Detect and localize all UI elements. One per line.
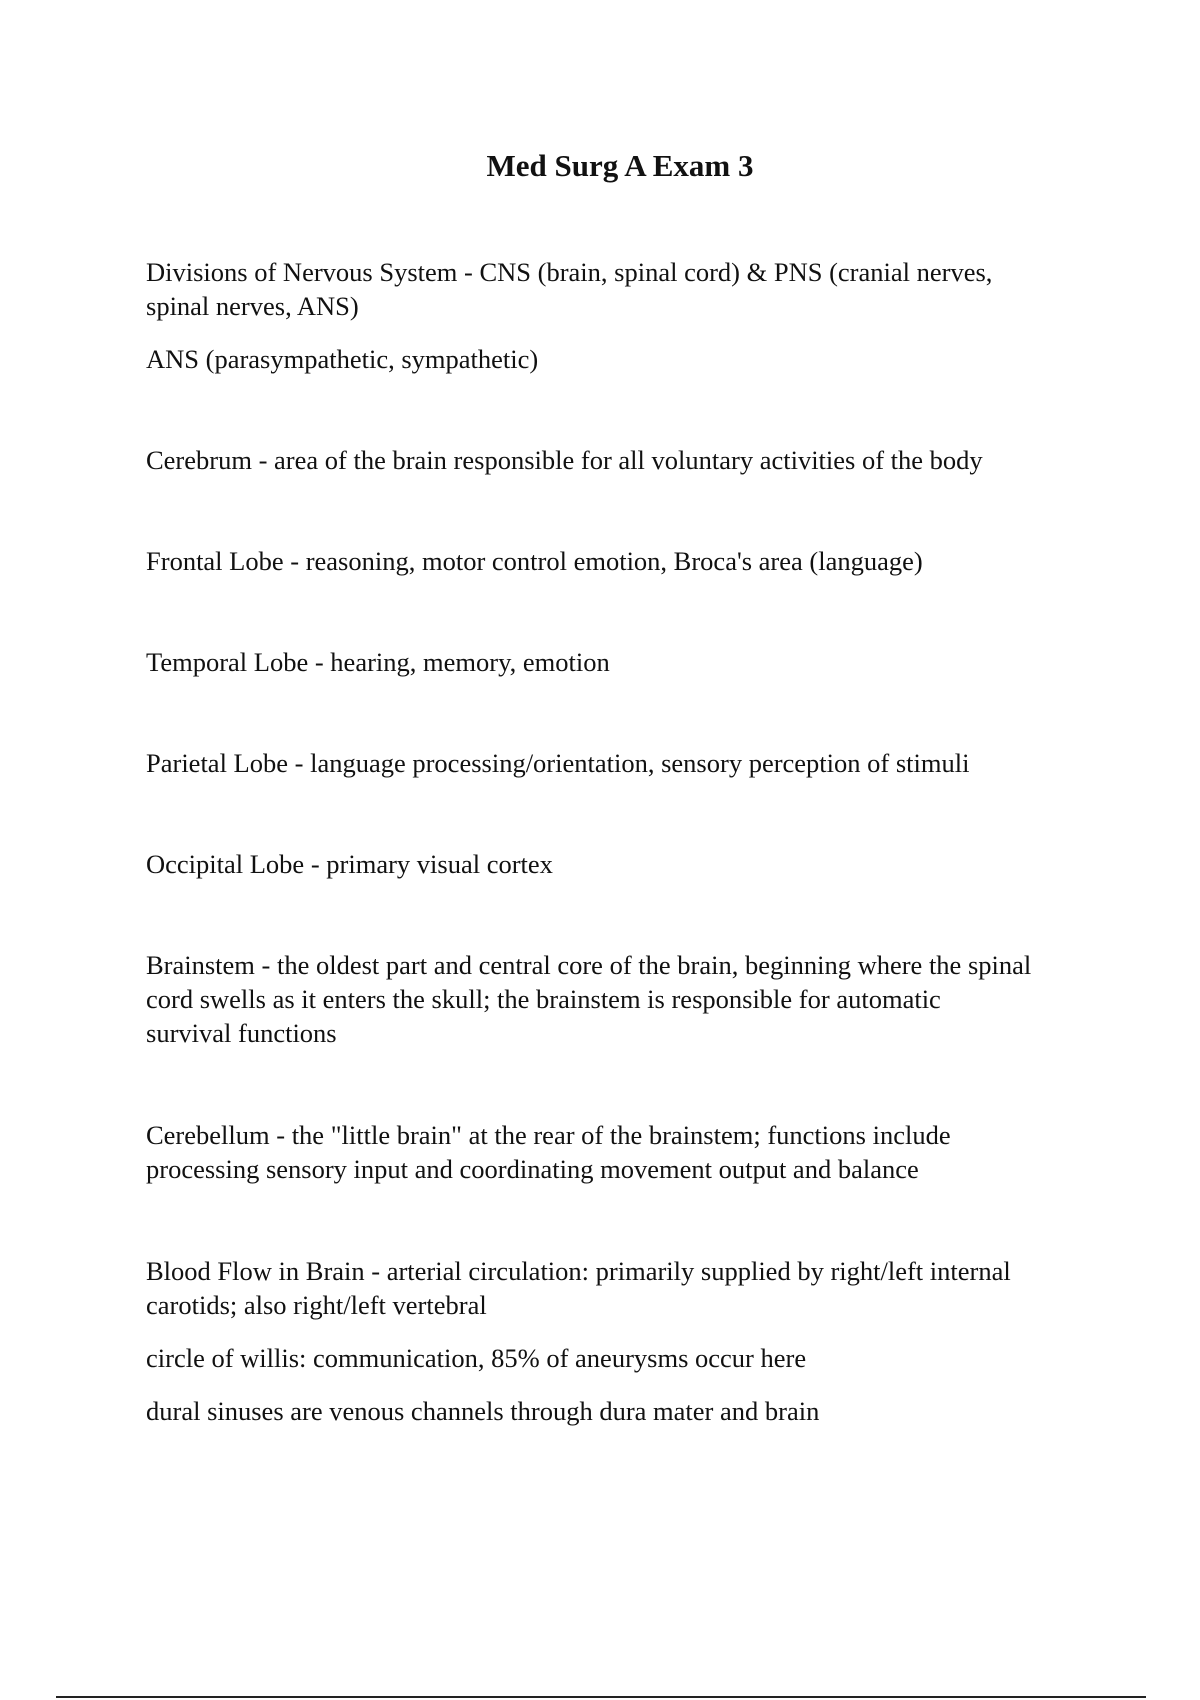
document-title: Med Surg A Exam 3 <box>486 148 754 183</box>
document-body <box>146 255 1106 1428</box>
paragraph-circle-of-willis: circle of willis: communication, 85% of aneurysms occur here <box>146 1343 807 1373</box>
paragraph-occipital-lobe: Occipital Lobe - primary visual cortex <box>146 849 553 879</box>
paragraph-frontal-lobe: Frontal Lobe - reasoning, motor control emotion, Broca's area (language) <box>146 546 923 576</box>
paragraph-cerebrum: Cerebrum - area of the brain responsible for all voluntary activities of the body <box>146 445 983 475</box>
paragraph-cerebellum: Cerebellum - the "little brain" at the rear of the brainstem; functions include processing sensory input and coordinating movement output and balance <box>146 1120 951 1184</box>
paragraph-dural-sinuses: dural sinuses are venous channels through dura mater and brain <box>146 1396 820 1426</box>
paragraph-temporal-lobe: Temporal Lobe - hearing, memory, emotion <box>146 647 610 677</box>
paragraph-divisions-of-nervous-system: Divisions of Nervous System - CNS (brain, spinal cord) & PNS (cranial nerves, spinal nerves, ANS) <box>146 257 993 321</box>
paragraph-parietal-lobe: Parietal Lobe - language processing/orientation, sensory perception of stimuli <box>146 748 970 778</box>
paragraph-brainstem: Brainstem - the oldest part and central core of the brain, beginning where the spinal cord swells as it enters the skull; the brainstem is responsible for automatic survival functions <box>146 950 1032 1048</box>
paragraph-blood-flow-in-brain: Blood Flow in Brain - arterial circulation: primarily supplied by right/left internal carotids; also right/left vertebral <box>146 1256 1011 1320</box>
page-bottom-divider <box>56 1696 1146 1698</box>
paragraph-ans: ANS (parasympathetic, sympathetic) <box>146 344 539 374</box>
